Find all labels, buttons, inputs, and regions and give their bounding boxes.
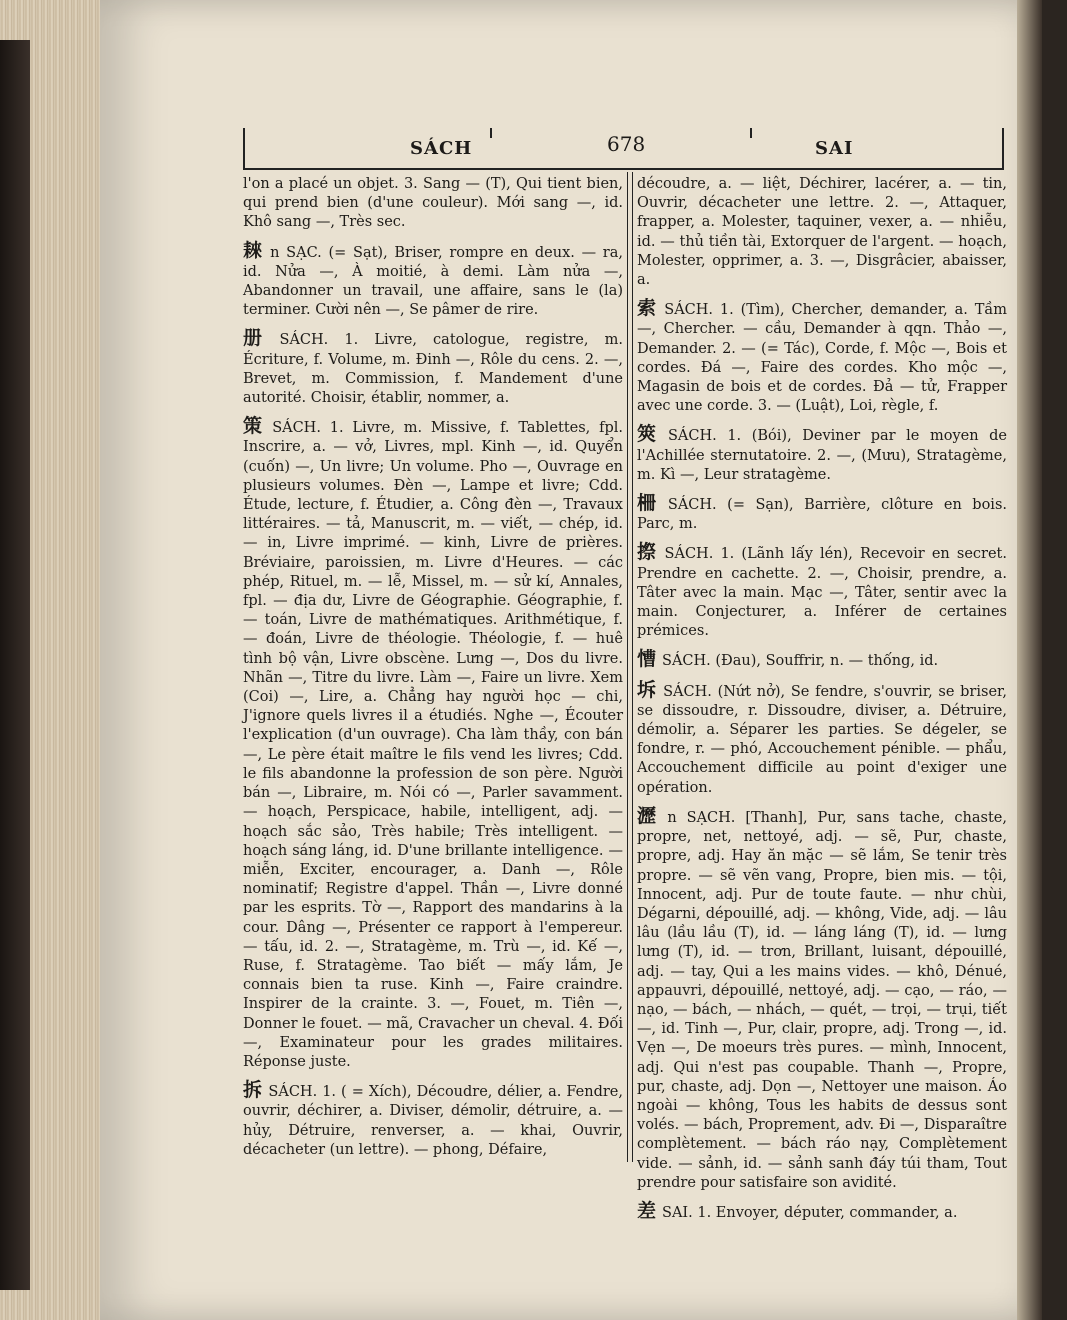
entry-character: 拆 (243, 1079, 263, 1102)
header-tick (490, 128, 492, 138)
entry-text: SÁCH. 1. Livre, catologue, registre, m. Écriture, f. Volume, m. Đinh —, Rôle du cens. 2. —, Brevet, m. Commission, f. Mandement d'une autorité. Choisir, établir, nommer, a. (243, 332, 623, 407)
page-right-edge (1017, 0, 1042, 1320)
entry-text: SÁCH. 1. (Tìm), Chercher, demander, a. Tầm —, Chercher. — cầu, Demander à qqn. Thảo —, Demander. 2. — (= Tác), Corde, f. Mộc —, Bois et cordes. Đá —, Faire des cordes. Kho mộc —, Magasin de bois et de cordes. Đả — tử, Frapper avec une corde. 3. — (Luật), Loi, règle, f. (637, 302, 1007, 415)
page-number: 678 (607, 132, 646, 156)
entry-character: 册 (243, 327, 274, 350)
entry-text: n SẠCH. [Thanh], Pur, sans tache, chaste, propre, net, nettoyé, adj. — sẽ, Pur, chaste, propre, adj. Hay ăn mặc — sẽ lắm, Se tenir très propre. — sẽ vẽn vang, Propre, bien mis. — tội, Innocent, adj. Pur de toute faute. — như chùi, Dégarni, dépouillé, adj. — không, Vide, adj. — lâu lâu (lầu lầu (T), id. — láng láng (T), id. — lưng lưng (T), id. — trơn, Brillant, luisant, dépouillé, adj. — tay, Qui a les mains vides. — khô, Dénué, appauvri, dépouillé, nettoyé, adj. — cạo, — ráo, — nạo, — bách, — nhách, — quét, — trọi, — trụi, tiết —, id. Tinh —, Pur, clair, propre, adj. Trong —, id. Vẹn —, De moeurs très pures. — mình, Innocent, adj. Qui n'est pas coupable. Thanh —, Propre, pur, chaste, adj. Dọn —, Nettoyer une maison. Áo ngoài — không, Tous les habits de dessus sont volés. — bách, Proprement, adv. Đi —, Disparaître complètement. — bách ráo nạy, Complètement vide. — sảnh, id. — sảnh sanh đáy túi tham, Tout prendre pour satisfaire son avidité. (637, 809, 1007, 1191)
entry-text: SAI. 1. Envoyer, députer, commander, a. (662, 1204, 958, 1221)
entry-character: 索 (637, 297, 659, 320)
entry-text: SÁCH. (= Sạn), Barrière, clôture en bois. Parc, m. (637, 497, 1007, 533)
entry-character: 摖 (637, 541, 659, 564)
entry-text: SÁCH. 1. ( = Xích), Découdre, délier, a. Fendre, ouvrir, déchirer, a. Diviser, démolir, détruire, a. — hủy, Détruire, renverser, a. — khai, Ouvrir, décacheter (un lettre). — phong, Défaire, (243, 1084, 623, 1158)
right-column (637, 175, 1007, 1222)
entry-text: SÁCH. 1. Livre, m. Missive, f. Tablettes, fpl. Inscrire, a. — vở, Livres, mpl. Kinh —, id. Quyển (cuốn) —, Un livre; Un volume. Pho —, Ouvrage en plusieurs volumes. Đèn —, Lampe et livre; Cdd. Étude, lecture, f. Étudier, a. Công đèn —, Travaux littéraires. — tả, Manuscrit, m. — viết, — chép, id. — in, Livre imprimé. — kinh, Livre de prières. Bréviaire, paroissien, m. Livre d'Heures. — các phép, Rituel, m. — lễ, Missel, m. — sử kí, Annales, fpl. — địa dư, Livre de Géographie. Géographie, f. — toán, Livre de mathématiques. Arithmétique, f. — đoán, Livre de théologie. Théologie, f. — huê tình bộ vận, Livre obscène. Lưng —, Dos du livre. Nhãn —, Titre du livre. Làm —, Faire un livre. Xem (Coi) —, Lire, a. Chẳng hay người học — chi, J'ignore quels livres il a étudiés. Nghe —, Écouter l'explication (d'un ouvrage). Cha làm thầy, con bán —, Le père était maître le fils vend les livres; Cdd. le fils abandonne la profession de son père. Người bán —, Libraire, m. Nói có —, Parler savamment. — hoạch, Perspicace, habile, intelligent, adj. — hoạch sắc sảo, Très habile; Très intelligent. — hoạch sáng láng, id. D'une brillante intelligence. — miễn, Exciter, encourager, a. Danh —, Rôle nominatif; Registre d'appel. Thần —, Livre donné par les esprits. Tờ —, Rapport des mandarins à la cour. Dâng —, Présenter ce rapport à l'empereur. — tấu, id. 2. —, Stratagème, m. Trù —, id. Kế —, Ruse, f. Stratagème. Tao biết — mấy lắm, Je connais bien ta ruse. Kinh —, Faire craindre. Inspirer de la crainte. 3. —, Fouet, m. Tiên —, Donner le fouet. — mã, Cravacher un cheval. 4. Đối —, Examinateur pour les grades militaires. Réponse juste. (243, 420, 623, 1070)
dictionary-entry (243, 1081, 623, 1160)
dictionary-entry (243, 175, 623, 233)
entry-character: 慒 (637, 648, 657, 671)
entry-character: 筴 (637, 423, 662, 446)
dictionary-entry (637, 650, 1007, 671)
dictionary-entry (637, 543, 1007, 641)
dictionary-entry (637, 299, 1007, 416)
entry-character: 坼 (637, 678, 658, 701)
left-column (243, 175, 623, 1160)
dictionary-entry (637, 678, 1007, 798)
entry-text: SÁCH. (Đau), Souffrir, n. — thống, id. (662, 653, 939, 670)
entry-character: 策 (243, 415, 267, 438)
book-spine (0, 40, 30, 1290)
entry-text: SÁCH. 1. (Bói), Deviner par le moyen de l'Achillée sternutatoire. 2. —, (Mưu), Stratagème, m. Kì —, Leur stratagème. (637, 428, 1007, 483)
header-left-word: SÁCH (410, 138, 473, 159)
entry-text: l'on a placé un objet. 3. Sang — (T), Qui tient bien, qui prend bien (d'une couleur). Mới sang —, id. Khô sang —, Très sec. (243, 176, 623, 231)
dictionary-entry (637, 494, 1007, 534)
entry-text: SÁCH. (Nứt nở), Se fendre, s'ouvrir, se briser, se dissoudre, r. Dissoudre, diviser, a. Détruire, démolir, a. Séparer les parties. Se dégeler, se fondre, r. — phó, Accouchement pénible. — phẩu, Accouchement difficile au point d'exiger une opération. (637, 683, 1007, 796)
dictionary-entry (243, 239, 623, 321)
dictionary-entry (637, 425, 1007, 485)
entry-character: 柵 (637, 492, 662, 515)
header-tick (750, 128, 752, 138)
dictionary-entry (637, 175, 1007, 290)
dictionary-entry (243, 329, 623, 408)
entry-text: n SẠC. (= Sạt), Briser, rompre en deux. — ra, id. Nửa —, À moitié, à demi. Làm nửa —, Abandonner un travail, une affaire, sans le (la) terminer. Cười nên —, Se pâmer de rire. (243, 244, 623, 319)
entry-text: SÁCH. 1. (Lãnh lấy lén), Recevoir en secret. Prendre en cachette. 2. —, Choisir, prendre, a. Tâter avec la main. Mạc —, Tâter, sentir avec la main. Conjecturer, a. Inférer de certaines prémices. (637, 546, 1007, 640)
dictionary-entry (243, 417, 623, 1072)
header-right-word: SAI (815, 138, 854, 159)
dictionary-entry (637, 1199, 1007, 1223)
entry-character: 瀝 (637, 804, 662, 827)
running-header (243, 128, 1004, 170)
entry-text: découdre, a. — liệt, Déchirer, lacérer, a. — tin, Ouvrir, décacheter une lettre. 2. —, Attaquer, frapper, a. Molester, taquiner, vexer, a. — nhiễu, id. — thủ tiền tài, Extorquer de l'argent. — hoạch, Molester, opprimer, a. 3. —, Disgrâcier, abaisser, a. (637, 176, 1007, 289)
column-divider (627, 172, 633, 1162)
entry-character: 差 (637, 1199, 657, 1222)
dictionary-entry (637, 804, 1007, 1193)
entry-character: 𦓹 (243, 239, 265, 262)
